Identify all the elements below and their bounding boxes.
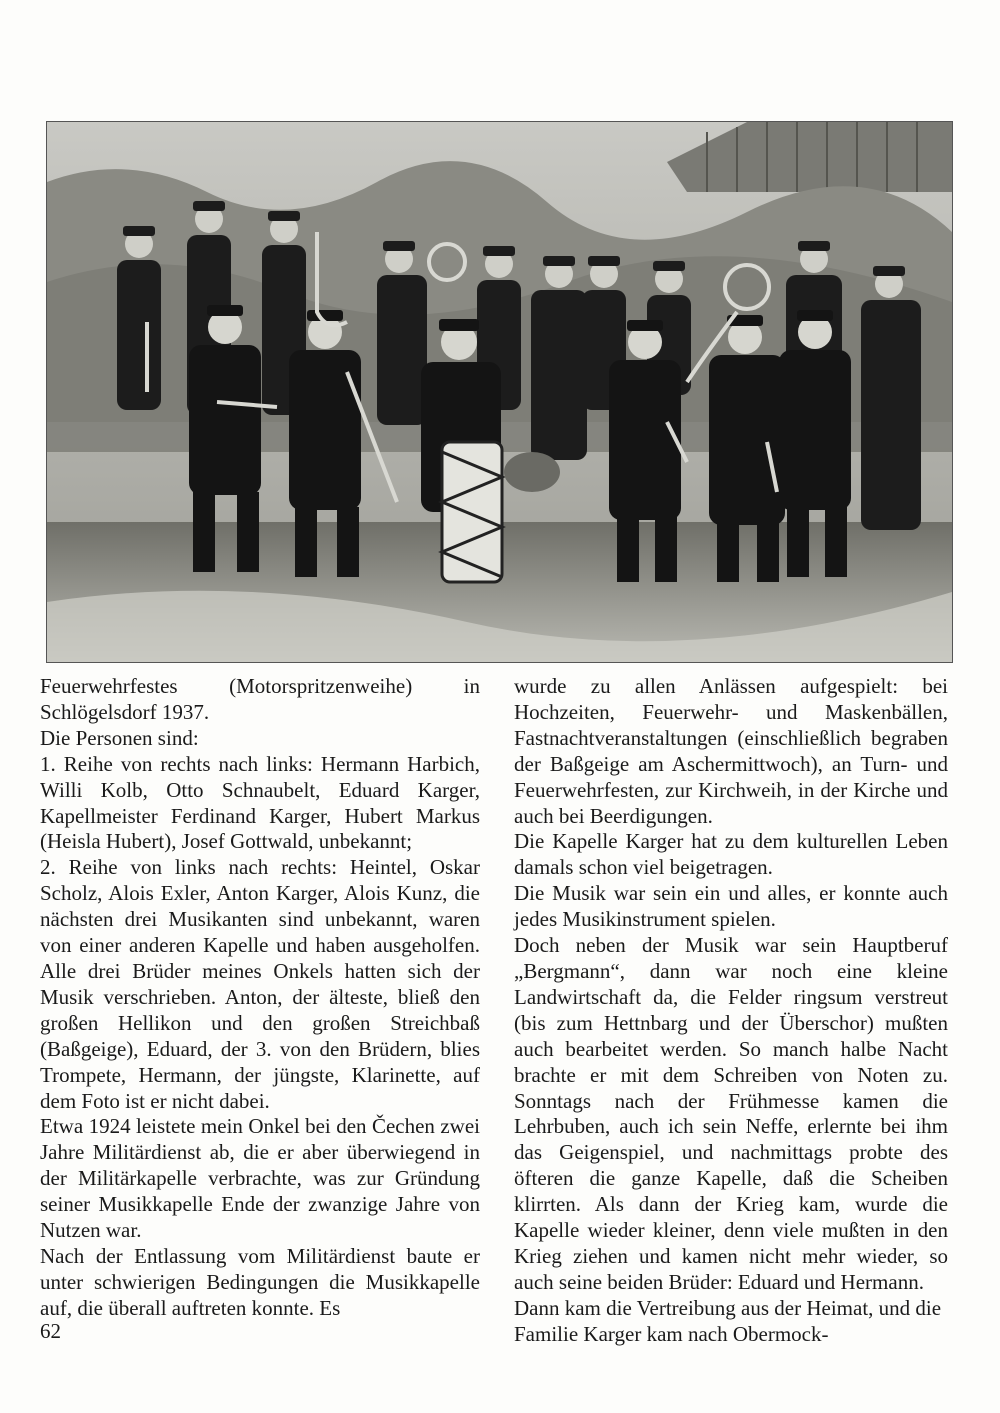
- paragraph-entlassung: Nach der Entlassung vom Militärdienst baute er unter schwierigen Bedingungen die Musikkapelle auf, die überall auftreten konnte. Es: [40, 1243, 480, 1320]
- paragraph-vertreibung: Dann kam die Vertreibung aus der Heimat, und die Familie Karger kam nach Obermock-: [514, 1295, 942, 1346]
- caption-row-1: 1. Reihe von rechts nach links: Hermann Harbich, Willi Kolb, Otto Schnaubelt, Eduard Karger, Kapellmeister Ferdinand Karger, Hubert Markus (Heisla Hubert), Josef Gottwald, unbekannt;: [40, 751, 480, 854]
- band-group-photo-icon: [47, 122, 952, 662]
- left-column: [40, 674, 480, 1322]
- band-photo: [46, 121, 953, 663]
- paragraph-kultur: Die Kapelle Karger hat zu dem kulturellen Leben damals schon viel beigetragen.: [514, 829, 948, 880]
- photo-caption-title: Feuerwehrfestes (Motorspritzenweihe) in Schlögelsdorf 1937.: [40, 674, 480, 724]
- paragraph-beruf: Doch neben der Musik war sein Hauptberuf „Bergmann“, dann war noch eine kleine Landwirtschaft da, die Felder ringsum verstreut (bis zum Hettnbarg und der Überschor) mußten auch bearbeitet werden. So manch halbe Nacht brachte er mit dem Schreiben von Noten zu. Sonntags nach der Frühmesse kamen die Lehrbuben, auch ich sein Neffe, erlernte bei ihm das Geigenspiel, und nachmittags probte des öfteren die ganze Kapelle, daß die Scheiben klirrten. Als dann der Krieg kam, wurde die Kapelle wieder kleiner, denn viele mußten in den Krieg ziehen und kamen nicht mehr wieder, so auch seine beiden Brüder: Eduard und Hermann.: [514, 933, 948, 1294]
- page-number: 62: [40, 1319, 61, 1343]
- paragraph-anlaesse: wurde zu allen Anlässen aufgespielt: bei Hochzeiten, Feuerwehr- und Maskenbällen, Fastnachtveranstaltungen (einschließlich begraben der Baßgeige am Aschermittwoch), an Turn- und Feuerwehrfesten, zur Kirchweih, in der Kirche und auch bei Beerdigungen.: [514, 674, 948, 828]
- photo-caption-subtitle: Die Personen sind:: [40, 725, 199, 750]
- caption-row-2: 2. Reihe von links nach rechts: Heintel, Oskar Scholz, Alois Exler, Anton Karger, Alois Kunz, die nächsten drei Musikanten sind unbekannt, waren von einer anderen Kapelle und haben ausgeholfen. Alle drei Brüder meines Onkels hatten sich der Musik verschrieben. Anton, der älteste, bließ den großen Hellikon und den großen Streichbaß (Baßgeige), Eduard, der 3. von den Brüdern, blies Trompete, Hermann, der jüngste, Klarinette, auf dem Foto ist er nicht dabei.: [40, 855, 480, 1113]
- paragraph-1924: Etwa 1924 leistete mein Onkel bei den Čechen zwei Jahre Militärdienst ab, die er aber überwiegend in der Militärkapelle verbrachte, was zur Gründung seiner Musikkapelle Ende der zwanzige Jahre von Nutzen war.: [40, 1114, 480, 1243]
- right-column: [514, 674, 948, 1348]
- paragraph-musik: Die Musik war sein ein und alles, er konnte auch jedes Musikinstrument spielen.: [514, 881, 948, 932]
